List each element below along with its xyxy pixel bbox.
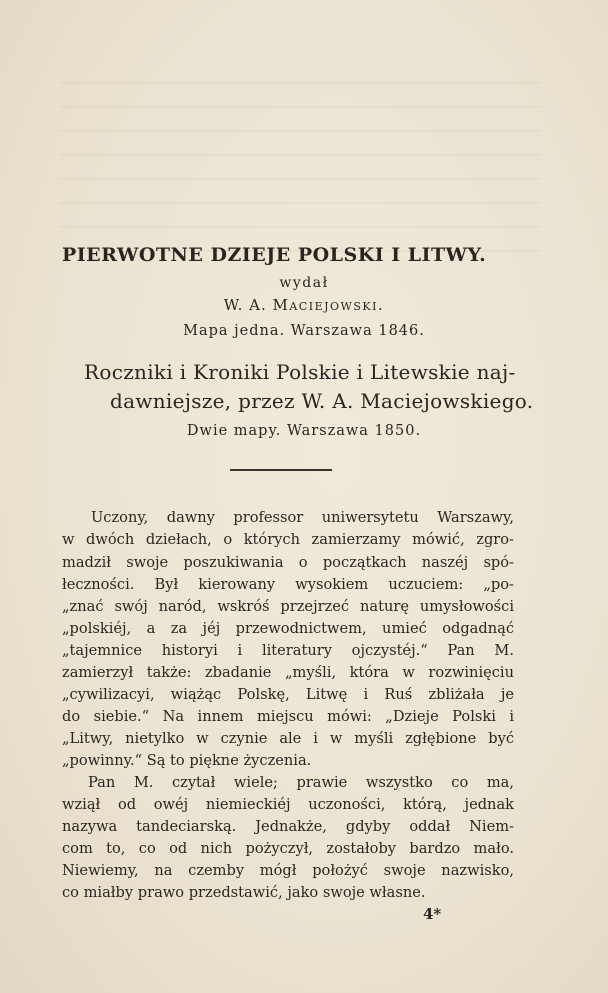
author-initials: W. A. [223,296,273,314]
body-line: w dwóch dziełach, o których zamierzamy mówić, zgro- [62,531,514,548]
signature-mark: 4* [423,905,442,923]
body-line: „Litwy, nietylko w czynie ale i w myśli zgłębione być [62,730,514,747]
body-line: Niewiemy, na czemby mógł położyć swoje nazwisko, [62,862,514,879]
body-line: do siebie.“ Na innem miejscu mówi: „Dzieje Polski i [62,708,514,725]
bleed-through-texture [60,60,540,260]
publisher-note: wydał [279,275,329,291]
body-line: „powinny.“ Są to piękne życzenia. [62,752,312,769]
body-line: „tajemnice historyi i literatury ojczystéj.“ Pan M. [62,642,514,659]
body-line: com to, co od nich pożyczył, zostałoby bardzo mało. [62,840,514,857]
section-divider [230,469,332,471]
body-line: wziął od owéj niemieckiéj uczoności, którą, jednak [62,796,514,813]
imprint-second-work: Dwie mapy. Warszawa 1850. [186,423,422,439]
body-line: nazywa tandeciarską. Jednakże, gdyby oddał Niem- [62,818,514,835]
body-line: łeczności. Był kierowany wysokiem uczuciem: „po- [62,576,514,593]
body-line: Pan M. czytał wiele; prawie wszystko co ma, [88,774,514,791]
body-line: „cywilizacyi, wiążąc Polskę, Litwę i Ruś zbliżała je [62,686,514,703]
author-surname: Maciejowski. [272,296,385,314]
body-line: „polskiéj, a za jéj przewodnictwem, umieć odgadnąć [62,620,514,637]
body-line: „znać swój naród, wskróś przejrzeć naturę umysłowości [62,598,514,615]
body-line: madził swoje poszukiwania o początkach naszéj spó- [62,554,514,571]
body-line: co miałby prawo przedstawić, jako swoje własne. [62,884,426,901]
imprint-first-work: Mapa jedna. Warszawa 1846. [183,323,425,339]
body-line: Uczony, dawny professor uniwersytetu Warszawy, [91,509,514,526]
author-line [40,296,568,314]
second-work-title-line-1: Roczniki i Kroniki Polskie i Litewskie naj- [84,360,516,384]
work-title: PIERWOTNE DZIEJE POLSKI I LITWY. [62,244,487,266]
body-line: zamierzył także: zbadanie „myśli, która w rozwinięciu [62,664,514,681]
second-work-title-line-2: dawniejsze, przez W. A. Maciejowskiego. [110,389,534,413]
